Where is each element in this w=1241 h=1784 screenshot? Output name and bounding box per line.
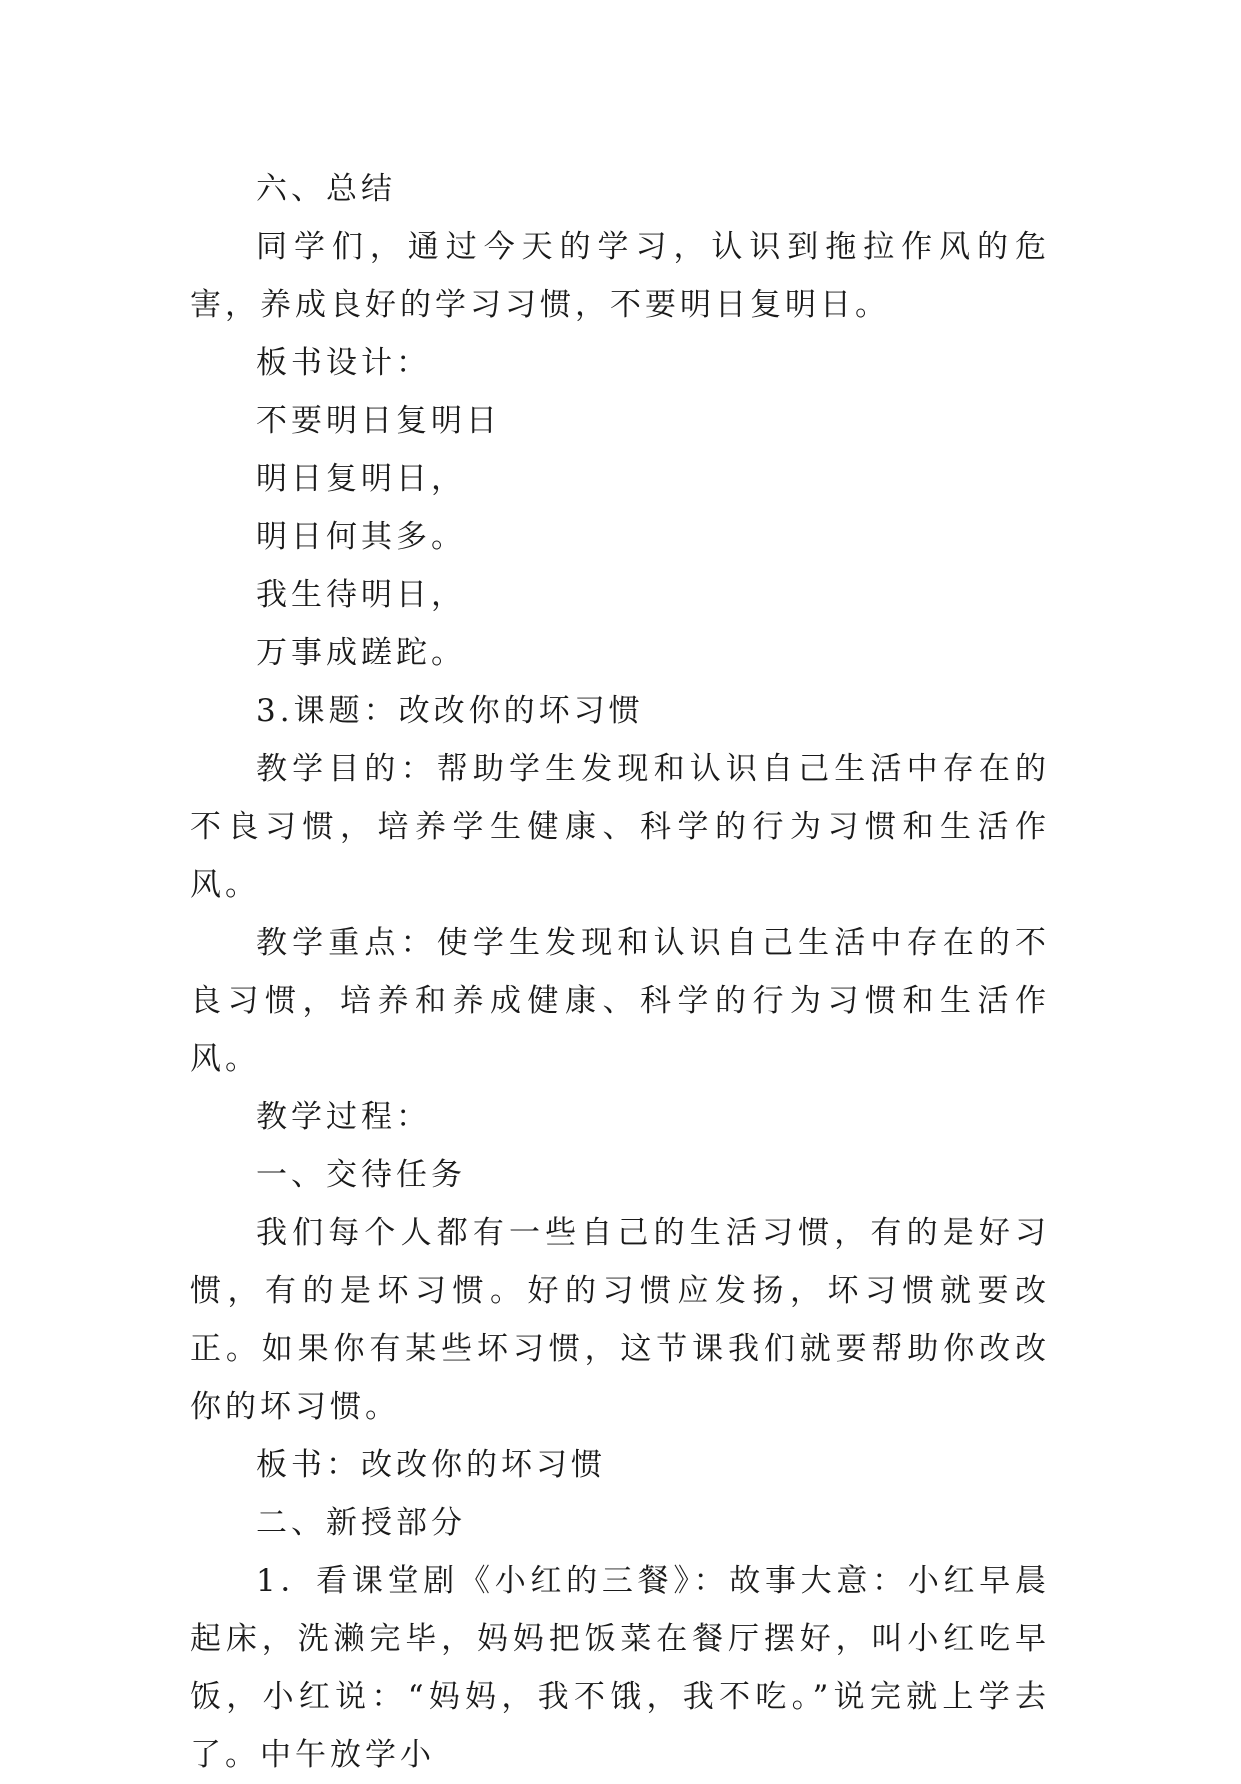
section-heading-summary: 六、总结 [256,171,396,207]
lesson-title: 3.课题：改改你的坏习惯 [256,693,644,729]
teaching-focus: 教学重点：使学生发现和认识自己生活中存在的不良习惯，培养和养成健康、科学的行为习惯和生活作风。 [190,925,1050,1077]
teaching-process-label: 教学过程： [256,1099,431,1135]
poem-line-4: 万事成蹉跎。 [256,635,466,671]
document-body [190,160,1050,1784]
paragraph-summary-text: 同学们，通过今天的学习，认识到拖拉作风的危害，养成良好的学习习惯，不要明日复明日。 [190,229,1050,323]
paragraph-classroom-play: 1．看课堂剧《小红的三餐》：故事大意：小红早晨起床，洗濑完毕，妈妈把饭菜在餐厅摆好，叫小红吃早饭，小红说：“妈妈，我不饿，我不吃。”说完就上学去了。中午放学小 [190,1563,1050,1773]
blackboard-design-label: 板书设计： [256,345,431,381]
teaching-objective: 教学目的：帮助学生发现和认识自己生活中存在的不良习惯，培养学生健康、科学的行为习惯和生活作风。 [190,751,1050,903]
section-heading-assign-task: 一、交待任务 [256,1157,466,1193]
poem-line-2: 明日何其多。 [256,519,466,555]
poem-title: 不要明日复明日 [256,403,501,439]
section-heading-new-lesson: 二、新授部分 [256,1505,466,1541]
paragraph-habits-intro: 我们每个人都有一些自己的生活习惯，有的是好习惯，有的是坏习惯。好的习惯应发扬，坏习惯就要改正。如果你有某些坏习惯，这节课我们就要帮助你改改你的坏习惯。 [190,1215,1050,1425]
poem-line-3: 我生待明日， [256,577,466,613]
poem-line-1: 明日复明日， [256,461,466,497]
blackboard-note: 板书：改改你的坏习惯 [256,1447,606,1483]
